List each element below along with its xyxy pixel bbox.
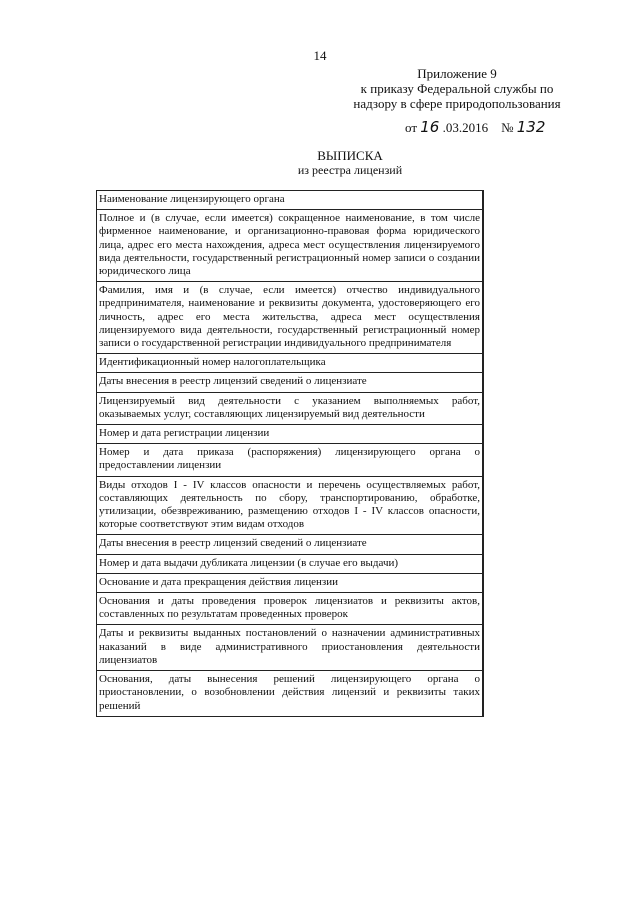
row-value-cell[interactable] (482, 476, 483, 535)
row-label: Основания, даты вынесения решений лицензирующего органа о приостановлении, о возобновлении действия лицензий и реквизиты таких решений (97, 671, 483, 717)
row-value-cell[interactable] (482, 593, 483, 625)
row-label: Виды отходов I - IV классов опасности и перечень осуществляемых работ, составляющих деятельность по сбору, транспортированию, обработке, утилизации, обезвреживанию, размещению отходов I - IV классов опасности, которые соответствуют этим видам отходов (97, 476, 483, 535)
registry-extract-table (96, 190, 484, 717)
order-date-number (405, 118, 545, 136)
table-row (97, 625, 484, 671)
appendix-header (332, 66, 582, 111)
table-row (97, 535, 484, 554)
table-row (97, 210, 484, 282)
order-number-label: № (501, 120, 514, 135)
title-sub: из реестра лицензий (297, 163, 403, 177)
row-label: Даты и реквизиты выданных постановлений о назначении административных наказаний в виде административного приостановления деятельности лицензиатов (97, 625, 483, 671)
row-value-cell[interactable] (482, 282, 483, 354)
table-row (97, 476, 484, 535)
row-label: Основания и даты проведения проверок лицензиатов и реквизиты актов, составленных по результатам проведенных проверок (97, 593, 483, 625)
table-row (97, 573, 484, 592)
table-row (97, 354, 484, 373)
appendix-line-1: Приложение 9 (417, 66, 497, 81)
order-date: .03.2016 (442, 120, 489, 135)
row-label: Фамилия, имя и (в случае, если имеется) отчество индивидуального предпринимателя, наименование и реквизиты документа, удостоверяющего его личность, адрес его места жительства, адреса мест осуществления лицензируемого вида деятельности, государственный регистрационный номер записи о государственной регистрации индивидуального предпринимателя (97, 282, 483, 354)
row-value-cell[interactable] (482, 191, 483, 210)
row-label: Основание и дата прекращения действия лицензии (97, 573, 483, 592)
row-label: Идентификационный номер налогоплательщика (97, 354, 483, 373)
row-label: Номер и дата регистрации лицензии (97, 425, 483, 444)
row-label: Лицензируемый вид деятельности с указанием выполняемых работ, оказываемых услуг, составляющих лицензируемый вид деятельности (97, 392, 483, 424)
registry-rows (97, 191, 484, 717)
row-value-cell[interactable] (482, 671, 483, 717)
order-day-handwritten: 16 (420, 118, 440, 136)
table-row (97, 444, 484, 476)
table-row (97, 425, 484, 444)
row-label: Даты внесения в реестр лицензий сведений о лицензиате (97, 535, 483, 554)
order-prefix: от (405, 120, 418, 135)
table-row (97, 191, 484, 210)
row-label: Наименование лицензирующего органа (97, 191, 483, 210)
page-number: 14 (313, 48, 327, 63)
appendix-line-2: к приказу Федеральной службы по (360, 81, 554, 96)
document-title (30, 148, 640, 178)
table-row (97, 282, 484, 354)
row-label: Номер и дата приказа (распоряжения) лицензирующего органа о предоставлении лицензии (97, 444, 483, 476)
row-value-cell[interactable] (482, 210, 483, 282)
row-value-cell[interactable] (482, 554, 483, 573)
row-value-cell[interactable] (482, 425, 483, 444)
row-value-cell[interactable] (482, 392, 483, 424)
row-value-cell[interactable] (482, 573, 483, 592)
appendix-line-3: надзору в сфере природопользования (353, 96, 561, 111)
row-label: Даты внесения в реестр лицензий сведений о лицензиате (97, 373, 483, 392)
row-value-cell[interactable] (482, 625, 483, 671)
table-row (97, 554, 484, 573)
row-value-cell[interactable] (482, 373, 483, 392)
row-value-cell[interactable] (482, 444, 483, 476)
row-label: Номер и дата выдачи дубликата лицензии (в случае его выдачи) (97, 554, 483, 573)
table-row (97, 593, 484, 625)
row-label: Полное и (в случае, если имеется) сокращенное наименование, в том числе фирменное наименование, и организационно-правовая форма юридического лица, адрес его места нахождения, адреса мест осуществления лицензируемого вида деятельности, государственный регистрационный номер записи о создании юридического лица (97, 210, 483, 282)
table-row (97, 392, 484, 424)
title-main: ВЫПИСКА (317, 148, 383, 163)
table-row (97, 373, 484, 392)
table-row (97, 671, 484, 717)
row-value-cell[interactable] (482, 354, 483, 373)
row-value-cell[interactable] (482, 535, 483, 554)
order-number-handwritten: 132 (516, 118, 546, 136)
